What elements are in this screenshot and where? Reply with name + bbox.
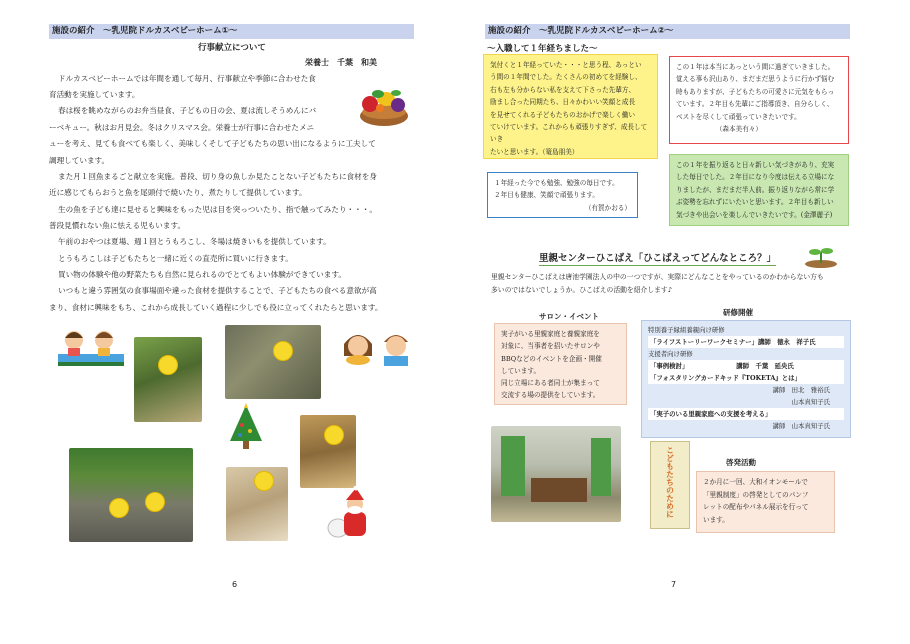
- message-line: （森本美有々）: [715, 125, 762, 134]
- training-line: 講師 田北 雅裕氏: [772, 386, 830, 394]
- salon-line: しています。: [501, 366, 541, 375]
- training-line: 「事例検討」 講師 千葉 延央氏: [648, 360, 844, 372]
- message-line: ています。２年目も先輩にご指導頂き、自分らしく、: [676, 100, 834, 109]
- left-paragraph-line: 育活動を実施しています。: [49, 90, 140, 99]
- photo-christmas-meal: [226, 467, 288, 541]
- face-blur-icon: [273, 341, 293, 361]
- left-paragraph-line: とうもろこしは子どもたちと一緒に近くの直売所に買いに行きます。: [58, 254, 293, 263]
- message-line: した毎日でした。２年目になり今度は伝える立場にな: [676, 173, 835, 182]
- photo-exhibition-display: [491, 426, 621, 522]
- message-line: う間の１年間でした。たくさんの初めてを経験し、: [490, 73, 642, 82]
- message-line: ２年目も健康、笑顔で頑張ります。: [494, 191, 599, 200]
- right-subtitle: 〜入職して１年経ちました〜: [487, 44, 598, 54]
- children-noodle-illustration: [56, 324, 126, 374]
- salon-label: サロン・イベント: [539, 312, 599, 321]
- photo-children-mat: [225, 325, 321, 399]
- message-line: たいと思います。（篭島朋美）: [490, 147, 579, 156]
- training-line: 支援者向け研修: [648, 350, 693, 358]
- message-line: この１年を振り返ると日々新しい気づきがあり、充実: [676, 161, 835, 169]
- message-line: 気づきや出会いを楽しんでいきたいです。(金澤麗子): [676, 210, 833, 219]
- center-intro-line: 多いのではないでしょうか。ひこばえの活動を紹介します♪: [491, 286, 673, 294]
- left-paragraph-line: 午前のおやつは夏場、週１回とうもろこし、冬場は焼きいもを提供しています。: [58, 237, 331, 246]
- left-author: 栄養士 千葉 和美: [305, 58, 377, 67]
- left-paragraph-line: 調理しています。: [49, 156, 110, 165]
- training-box: [641, 320, 851, 438]
- face-blur-icon: [145, 492, 165, 512]
- boy-eating-illustration: [378, 326, 414, 368]
- training-line: 特別養子縁組養親向け研修: [648, 326, 725, 334]
- left-paragraph-line: 普段見慣れない魚に怯える児もいます。: [49, 221, 186, 230]
- training-line: 「ライフストーリーワークセミナー」講師 徳永 祥子氏: [648, 336, 844, 348]
- left-page-number: 6: [232, 580, 238, 589]
- awareness-label: 啓発活動: [726, 458, 756, 467]
- salon-line: 実子がいる里親家庭と養親家庭を: [501, 330, 600, 338]
- display-table: [531, 478, 587, 502]
- right-page-number: 7: [671, 580, 677, 589]
- salon-line: 同じ立場にある者同士が集まって: [501, 379, 600, 388]
- face-blur-icon: [109, 498, 129, 518]
- awareness-box: [696, 471, 835, 533]
- salon-line: 対象に、当事者を招いたサロンや: [501, 342, 600, 351]
- awareness-line: 「里親制度」の啓発としてのパンフ: [703, 490, 809, 499]
- message-line: 時もありますが、子どもたちの可愛さに元気をもらっ: [676, 87, 835, 96]
- left-paragraph-line: 生の魚を子ども達に見せると興味をもった児は目を突っついたり、指で触ってみたり・・・。: [58, 205, 377, 214]
- left-paragraph-line: ューを考え、見ても食べても楽しく、美味しくそして子どもたちの思い出になるように工夫して: [49, 139, 376, 148]
- message-line: を見せてくれる子どもたちのおかげで楽しく働い: [490, 110, 636, 119]
- left-paragraph-line: また月１回魚まるごと献立を実施。普段、切り身の魚しか見たことない子どもたちに食材を身: [58, 172, 377, 181]
- christmas-tree-illustration: [228, 403, 264, 451]
- face-blur-icon: [158, 355, 178, 375]
- left-paragraph-line: まり、食材に興味をもち、これから成長していく過程に少しでも役に立ってくれたらと思います。: [49, 303, 383, 312]
- message-line: 右も左も分からない私を支えて下さった先輩方、: [490, 85, 636, 94]
- message-line: りましたが、まだまだ半人前。振り返りながら常に学: [676, 185, 835, 194]
- left-title: 行事献立について: [198, 43, 266, 53]
- left-paragraph-line: ドルカスベビーホームでは年間を通して毎月、行事献立や季節に合わせた食: [58, 74, 316, 83]
- center-intro-line: 里親センターひこばえは唐池学園法人の中の一つですが、実際にどんなことをやっているのかわからない方も: [491, 273, 824, 281]
- message-line: １年経った今でも勉強、勉強の毎日です。: [494, 179, 619, 187]
- message-line: （有賀かおる）: [584, 203, 631, 212]
- message-line: この１年は本当にあっという間に過ぎていきました。: [676, 63, 835, 71]
- face-blur-icon: [324, 425, 344, 445]
- message-line: ぶ姿勢を忘れずにいたいと思います。２年目も新しい: [676, 198, 834, 207]
- message-box-green: [669, 154, 849, 226]
- girl-eating-illustration: [340, 326, 376, 368]
- santa-illustration: [326, 486, 374, 542]
- left-paragraph-line: ーベキュー。秋はお月見会。冬はクリスマス会。栄養士が行事に合わせたメニ: [49, 123, 315, 132]
- banner-text: こどもたちのために: [665, 446, 675, 518]
- salon-box: [494, 323, 627, 405]
- message-box-red: [669, 56, 849, 144]
- training-line: 「フォスタリングカードキッド『TOKETA』とは」: [648, 372, 844, 384]
- message-line: 励まし合った同期たち、日々かわいい笑顔と成長: [490, 98, 636, 107]
- training-label: 研修開催: [723, 308, 753, 317]
- vegetable-basket-illustration: [356, 82, 412, 128]
- message-line: ていけています。これからも頑張りすぎず、成長していき: [490, 123, 648, 144]
- training-line: 講師 山本真知子氏: [772, 422, 830, 430]
- message-line: 覚える事も沢山あり、まだまだ思うように行かず悩む: [676, 75, 835, 84]
- message-box-yellow: [483, 54, 658, 159]
- left-paragraph-line: 近に感じてもらおうと魚を尾頭付で焼いたり、煮たりして提供しています。: [49, 188, 307, 197]
- salon-line: BBQなどのイベントを企画・開催: [501, 354, 602, 363]
- photo-child-dinner: [300, 415, 356, 488]
- left-paragraph-line: 春は桜を眺めながらのお弁当昼食、子どもの日の会、夏は流しそうめんにバ: [58, 106, 317, 115]
- awareness-line: います。: [703, 515, 729, 524]
- training-line: 山本真知子氏: [791, 398, 830, 406]
- training-line: 「実子のいる里親家庭への支援を考える」: [648, 408, 844, 420]
- display-panel-right: [591, 438, 611, 496]
- right-header: 施設の紹介 〜乳児院ドルカスベビーホーム②〜: [485, 24, 850, 39]
- display-panel-left: [501, 436, 525, 496]
- left-paragraph-line: いつもと違う雰囲気の食事場面や違った食材を提供することで、子どもたちの食べる意欲が高: [58, 286, 377, 295]
- message-line: ベストを尽くして頑張っていきたいです。: [676, 112, 801, 121]
- awareness-line: ２か月に一回、大和イオンモールで: [703, 478, 808, 486]
- message-box-blue: [487, 172, 638, 218]
- left-paragraph-line: 買い物の体験や他の野菜たちも自然に見られるのでとてもよい体験ができています。: [58, 270, 346, 279]
- left-header: 施設の紹介 〜乳児院ドルカスベビーホーム①〜: [49, 24, 414, 39]
- face-blur-icon: [254, 471, 274, 491]
- awareness-line: レットの配布やパネル展示を行って: [703, 503, 809, 511]
- center-title: 里親センターひこばえ「ひこばえってどんなところ？」: [539, 250, 776, 266]
- photo-children-picnic: [134, 337, 202, 422]
- message-line: 気付くと１年経っていた・・・と思う程、あっとい: [490, 61, 642, 69]
- sprout-icon: [803, 244, 839, 268]
- salon-line: 交流する場の提供をしています。: [501, 391, 600, 400]
- banner-children: [650, 441, 690, 529]
- photo-bbq-party: [69, 448, 193, 542]
